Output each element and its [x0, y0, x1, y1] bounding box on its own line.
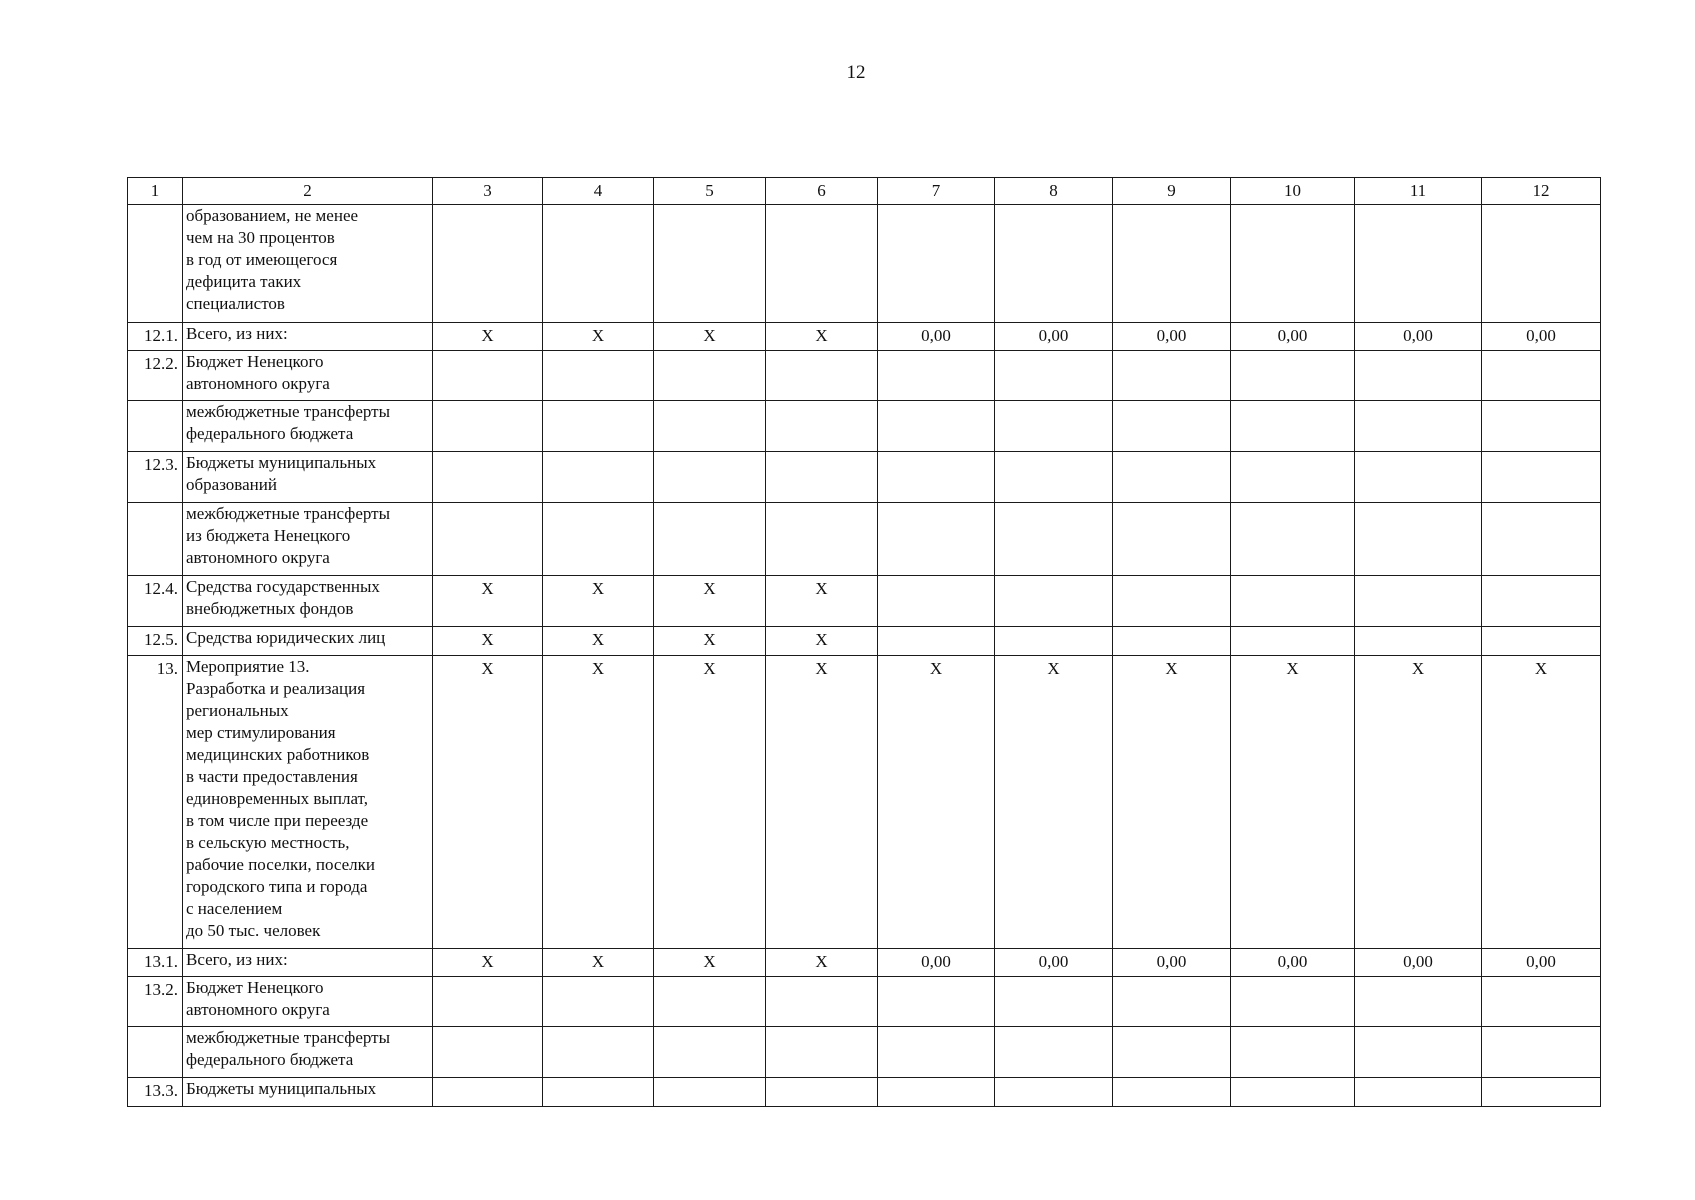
table-row [128, 503, 1601, 576]
value-cell [543, 1078, 654, 1107]
value-cell [654, 1027, 766, 1078]
value-cell [995, 1078, 1113, 1107]
table-row [128, 1027, 1601, 1078]
value-cell [1113, 503, 1231, 576]
table-row [128, 656, 1601, 949]
value-cell [1231, 1078, 1355, 1107]
value-cell: X [766, 949, 878, 977]
value-cell: X [766, 323, 878, 351]
value-cell: 0,00 [995, 323, 1113, 351]
value-cell [654, 401, 766, 452]
value-cell [995, 401, 1113, 452]
value-cell [878, 1078, 995, 1107]
row-description: Мероприятие 13. Разработка и реализация региональных мер стимулирования медицинских работников в части предоставления единовременных выплат, в том числе при переезде в сельскую местность, рабочие поселки, поселки городского типа и города с населением до 50 тыс. человек [183, 656, 433, 949]
value-cell [1482, 503, 1601, 576]
column-header: 11 [1355, 178, 1482, 205]
table-body [128, 178, 1601, 1107]
value-cell [1482, 401, 1601, 452]
row-number [128, 1027, 183, 1078]
value-cell [1113, 1027, 1231, 1078]
row-description: Средства юридических лиц [183, 627, 433, 656]
table-row [128, 452, 1601, 503]
value-cell [654, 977, 766, 1027]
value-cell: X [995, 656, 1113, 949]
header-row [128, 178, 1601, 205]
value-cell: X [878, 656, 995, 949]
value-cell [433, 351, 543, 401]
row-description: межбюджетные трансферты федерального бюджета [183, 401, 433, 452]
table-row [128, 576, 1601, 627]
row-number: 12.2. [128, 351, 183, 401]
value-cell: 0,00 [1355, 323, 1482, 351]
value-cell [1482, 1078, 1601, 1107]
value-cell [654, 205, 766, 323]
row-number [128, 205, 183, 323]
value-cell: X [766, 576, 878, 627]
value-cell [766, 977, 878, 1027]
value-cell: X [543, 323, 654, 351]
row-description: Бюджеты муниципальных [183, 1078, 433, 1107]
value-cell [1113, 351, 1231, 401]
value-cell [543, 401, 654, 452]
value-cell: 0,00 [878, 323, 995, 351]
value-cell: 0,00 [1113, 949, 1231, 977]
value-cell: 0,00 [1231, 949, 1355, 977]
value-cell [433, 401, 543, 452]
value-cell [1482, 452, 1601, 503]
row-number [128, 401, 183, 452]
value-cell [1482, 576, 1601, 627]
value-cell: 0,00 [1231, 323, 1355, 351]
row-description: Бюджет Ненецкого автономного округа [183, 351, 433, 401]
value-cell [1231, 205, 1355, 323]
value-cell [1113, 205, 1231, 323]
value-cell [995, 1027, 1113, 1078]
value-cell [766, 1027, 878, 1078]
row-description: Бюджеты муниципальных образований [183, 452, 433, 503]
value-cell [1482, 1027, 1601, 1078]
column-header: 6 [766, 178, 878, 205]
value-cell [766, 1078, 878, 1107]
value-cell [1355, 627, 1482, 656]
value-cell [433, 503, 543, 576]
value-cell: X [1482, 656, 1601, 949]
value-cell [1355, 576, 1482, 627]
value-cell [1231, 452, 1355, 503]
row-number: 12.5. [128, 627, 183, 656]
value-cell [1231, 401, 1355, 452]
value-cell [1482, 627, 1601, 656]
value-cell [766, 401, 878, 452]
value-cell [878, 401, 995, 452]
row-number: 13.3. [128, 1078, 183, 1107]
value-cell [1113, 1078, 1231, 1107]
column-header: 10 [1231, 178, 1355, 205]
column-header: 8 [995, 178, 1113, 205]
row-description: Средства государственных внебюджетных фондов [183, 576, 433, 627]
column-header: 1 [128, 178, 183, 205]
table-row [128, 949, 1601, 977]
value-cell: X [654, 323, 766, 351]
financing-table [127, 177, 1601, 1107]
value-cell [543, 205, 654, 323]
table-row [128, 627, 1601, 656]
value-cell: X [433, 323, 543, 351]
value-cell [1231, 576, 1355, 627]
value-cell: X [1231, 656, 1355, 949]
value-cell [1355, 452, 1482, 503]
value-cell: 0,00 [1355, 949, 1482, 977]
value-cell: X [543, 576, 654, 627]
value-cell [1113, 977, 1231, 1027]
value-cell: 0,00 [995, 949, 1113, 977]
value-cell [878, 977, 995, 1027]
value-cell [1231, 977, 1355, 1027]
value-cell [1231, 627, 1355, 656]
value-cell: X [766, 656, 878, 949]
value-cell [878, 205, 995, 323]
table-row [128, 323, 1601, 351]
value-cell [654, 1078, 766, 1107]
value-cell [766, 351, 878, 401]
value-cell [1355, 503, 1482, 576]
row-number: 12.4. [128, 576, 183, 627]
value-cell [1482, 351, 1601, 401]
value-cell [654, 452, 766, 503]
value-cell [878, 503, 995, 576]
value-cell [433, 1027, 543, 1078]
value-cell [433, 205, 543, 323]
value-cell: 0,00 [1482, 949, 1601, 977]
value-cell [1482, 205, 1601, 323]
value-cell [1482, 977, 1601, 1027]
value-cell: 0,00 [878, 949, 995, 977]
value-cell [543, 351, 654, 401]
column-header: 4 [543, 178, 654, 205]
value-cell [995, 351, 1113, 401]
value-cell: X [543, 627, 654, 656]
value-cell [1231, 503, 1355, 576]
value-cell [543, 1027, 654, 1078]
value-cell [878, 452, 995, 503]
value-cell [766, 452, 878, 503]
value-cell [543, 503, 654, 576]
row-description: межбюджетные трансферты федерального бюджета [183, 1027, 433, 1078]
column-header: 2 [183, 178, 433, 205]
value-cell: 0,00 [1482, 323, 1601, 351]
value-cell [995, 452, 1113, 503]
value-cell [995, 503, 1113, 576]
value-cell [995, 205, 1113, 323]
value-cell [766, 503, 878, 576]
value-cell [1113, 576, 1231, 627]
value-cell [1113, 401, 1231, 452]
value-cell [543, 452, 654, 503]
table-row [128, 977, 1601, 1027]
value-cell: 0,00 [1113, 323, 1231, 351]
value-cell: X [433, 627, 543, 656]
value-cell [766, 205, 878, 323]
value-cell [878, 351, 995, 401]
row-number: 13.1. [128, 949, 183, 977]
row-description: образованием, не менее чем на 30 процентов в год от имеющегося дефицита таких специалистов [183, 205, 433, 323]
value-cell [543, 977, 654, 1027]
value-cell [995, 977, 1113, 1027]
column-header: 12 [1482, 178, 1601, 205]
row-description: Всего, из них: [183, 949, 433, 977]
column-header: 7 [878, 178, 995, 205]
value-cell: X [543, 949, 654, 977]
value-cell [1113, 452, 1231, 503]
row-number: 12.3. [128, 452, 183, 503]
value-cell [878, 1027, 995, 1078]
row-description: Всего, из них: [183, 323, 433, 351]
value-cell [433, 452, 543, 503]
value-cell [1231, 351, 1355, 401]
value-cell [654, 503, 766, 576]
value-cell: X [433, 576, 543, 627]
value-cell [433, 977, 543, 1027]
value-cell [1355, 351, 1482, 401]
column-header: 9 [1113, 178, 1231, 205]
page-number: 12 [846, 62, 866, 83]
value-cell: X [543, 656, 654, 949]
row-number: 13.2. [128, 977, 183, 1027]
value-cell [995, 576, 1113, 627]
row-description: межбюджетные трансферты из бюджета Ненецкого автономного округа [183, 503, 433, 576]
value-cell: X [433, 656, 543, 949]
value-cell [1355, 1078, 1482, 1107]
table-row [128, 351, 1601, 401]
value-cell [1355, 977, 1482, 1027]
value-cell [654, 351, 766, 401]
value-cell: X [1355, 656, 1482, 949]
value-cell [433, 1078, 543, 1107]
value-cell: X [1113, 656, 1231, 949]
row-number [128, 503, 183, 576]
value-cell: X [654, 949, 766, 977]
value-cell [878, 627, 995, 656]
table-row [128, 401, 1601, 452]
value-cell [1355, 1027, 1482, 1078]
value-cell: X [654, 627, 766, 656]
value-cell [1231, 1027, 1355, 1078]
row-number: 12.1. [128, 323, 183, 351]
value-cell [995, 627, 1113, 656]
column-header: 3 [433, 178, 543, 205]
value-cell [1355, 205, 1482, 323]
table-row [128, 205, 1601, 323]
value-cell: X [654, 656, 766, 949]
value-cell [878, 576, 995, 627]
value-cell: X [433, 949, 543, 977]
value-cell: X [654, 576, 766, 627]
row-number: 13. [128, 656, 183, 949]
row-description: Бюджет Ненецкого автономного округа [183, 977, 433, 1027]
column-header: 5 [654, 178, 766, 205]
table-row [128, 1078, 1601, 1107]
value-cell [1355, 401, 1482, 452]
value-cell: X [766, 627, 878, 656]
value-cell [1113, 627, 1231, 656]
